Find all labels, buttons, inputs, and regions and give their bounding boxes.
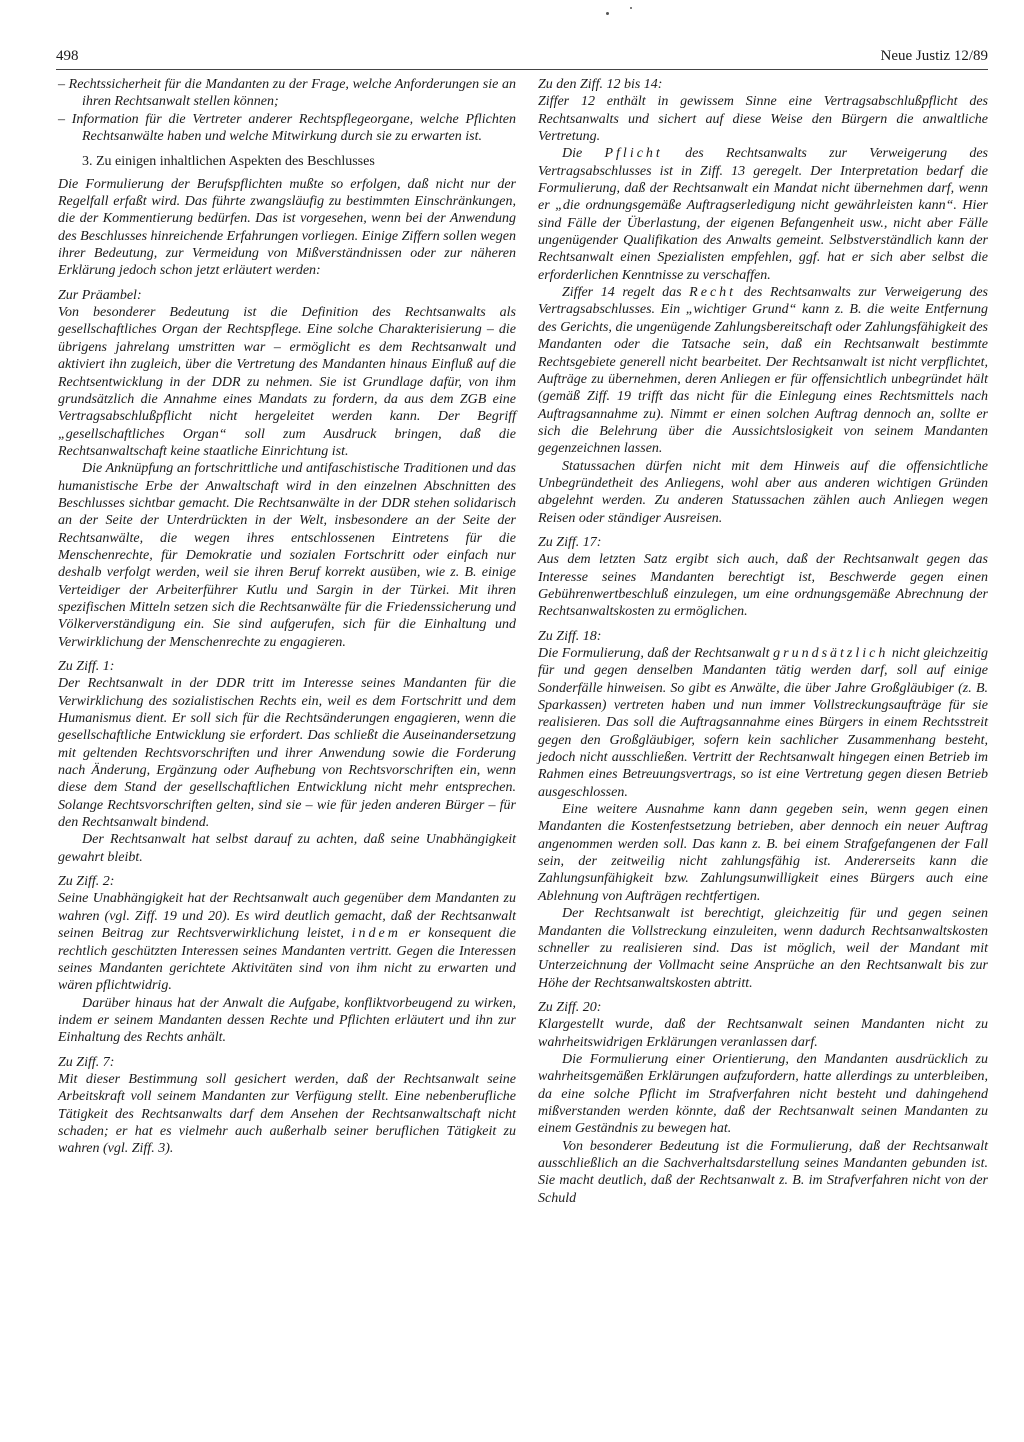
paragraph: Darüber hinaus hat der Anwalt die Aufgabe, konfliktvorbeugend zu wirken, indem er seinem Mandanten dessen Rechte und Pflichten erläutert und ihn zur Einhaltung des Rechts anhält. xyxy=(58,995,516,1046)
list-item: – Information für die Vertreter anderer Rechtspflegeorgane, welche Pflichten Rechtsanwälte haben und welche Mitwirkung durch sie zu erwarten ist. xyxy=(58,111,516,145)
subheading: Zur Präambel: xyxy=(58,287,142,303)
left-column xyxy=(58,76,516,1158)
header-rule xyxy=(56,69,988,70)
paragraph: Der Rechtsanwalt in der DDR tritt im Interesse seines Mandanten für die Verwirklichung des sozialistischen Rechts ein, weil es dem Fortschritt und dem Humanismus dient. Er soll sich für die Rechtsänderungen engagieren, wenn die gesellschaftliche Entwicklung sie erfordert. Das schließt die Auseinandersetzung mit geltenden Rechtsvorschriften und ihrer Anwendung sowie die Forderung nach Änderung, Ergänzung oder Aufhebung von Rechtsvorschriften ein, wenn diese dem Stand der gesellschaftlichen Entwicklung nicht mehr entsprechen. Solange Rechtsvorschriften gelten, sind sie – wie für jeden anderen Bürger – für den Rechtsanwalt bindend. xyxy=(58,676,516,831)
subheading: Zu Ziff. 17: xyxy=(538,534,602,550)
subheading: Zu Ziff. 7: xyxy=(58,1054,115,1070)
paragraph: Die Formulierung einer Orientierung, den Mandanten ausdrücklich zu wahrheitsgemäßen Erklärungen aufzufordern, hatte allerdings zu unterbleiben, da eine solche Pflicht im Strafverfahren nicht besteht und dahingehend mißverstanden werden könnte, daß der Rechtsanwalt seinen Mandanten zu einem Geständnis zu bewegen hat. xyxy=(538,1051,988,1137)
section-heading: 3. Zu einigen inhaltlichen Aspekten des Beschlusses xyxy=(82,154,375,170)
paragraph: Statussachen dürfen nicht mit dem Hinweis auf die offensichtliche Unbegründetheit des Anliegens, wohl aber aus anderen wichtigen Gründen abgelehnt werden. Zu anderen Statussachen zählen auch Anliegen wegen Reisen oder ständiger Ausreisen. xyxy=(538,458,988,526)
paragraph: Von besonderer Bedeutung ist die Formulierung, daß der Rechtsanwalt ausschließlich an die Sachverhaltsdarstellung seines Mandanten gebunden ist. Sie macht deutlich, daß der Rechtsanwalt z. B. im Strafverfahren nicht von der Schuld xyxy=(538,1138,988,1206)
paragraph: Mit dieser Bestimmung soll gesichert werden, daß der Rechtsanwalt seine Arbeitskraft voll seinem Mandanten zur Verfügung stellt. Eine nebenberufliche Tätigkeit des Rechtsanwalts darf dem Ansehen der Rechtsanwaltschaft nicht schaden; er hat es vielmehr auch außerhalb seiner beruflichen Tätigkeit zu wahren (vgl. Ziff. 3). xyxy=(58,1071,516,1157)
paragraph: Ziffer 14 regelt das Recht des Rechtsanwalts zur Verweigerung des Vertragsabschlusses. Ein „wichtiger Grund“ kann z. B. die weite Entfernung des Gerichts, die ungenügende Zahlungsbereitschaft oder Zahlungsfähigkeit des Mandanten oder die Tatsache sein, daß ein Rechtsanwalt bestimmte Rechtsgebiete generell nicht bearbeitet. Der Rechtsanwalt ist nicht verpflichtet, Aufträge zu übernehmen, deren Anliegen er für offensichtlich unbegründet hält (gemäß Ziff. 19 trifft das nicht für die Einlegung eines Rechtsmittels nach Auftragsannahme zu). Nimmt er einen solchen Auftrag dennoch an, sollte er sich die Belehrung über die Aussichtslosigkeit von seinem Mandanten gegenzeichnen lassen. xyxy=(538,285,988,457)
page-number: 498 xyxy=(56,48,79,64)
scan-speck xyxy=(630,7,632,9)
subheading: Zu Ziff. 1: xyxy=(58,659,115,674)
paragraph: Seine Unabhängigkeit hat der Rechtsanwalt auch gegenüber dem Mandanten zu wahren (vgl. Ziff. 19 und 20). Es wird deutlich gemacht, daß der Rechtsanwalt seinen Beitrag zur Rechtsverwirklichung leistet, indem er konsequent die rechtlich geschützten Interessen seines Mandanten vertritt. Gegen die Interessen seines Mandanten gerichtete Aktivitäten sind von ihm nicht zu erwarten und wären pflichtwidrig. xyxy=(58,891,516,994)
subheading: Zu Ziff. 2: xyxy=(58,874,115,890)
paragraph: Der Rechtsanwalt ist berechtigt, gleichzeitig für und gegen seinen Mandanten die Vollstreckung einzuleiten, wenn dadurch Rechtsanwaltskosten schneller zu realisieren sind. Das ist möglich, weil der Mandant mit Unterzeichnung der Vollmacht seine Ansprüche an den Rechtsanwalt bis zur Höhe der Rechtsanwaltskosten abtritt. xyxy=(538,906,988,991)
subheading: Zu Ziff. 20: xyxy=(538,999,602,1015)
scan-speck xyxy=(606,12,609,15)
subheading: Zu Ziff. 18: xyxy=(538,628,602,644)
right-column xyxy=(538,76,988,1207)
paragraph: Die Formulierung der Berufspflichten mußte so erfolgen, daß nicht nur der Regelfall erfaßt wird. Das führte zwangsläufig zu bestimmten Einschränkungen, die der Kommentierung bedürfen. Das ist vorgesehen, wenn bei der Anwendung des Beschlusses hinreichende Erfahrungen vorliegen. Einige Ziffern sollen wegen ihrer Bedeutung, zur Vermeidung von Mißverständnissen oder zur näheren Erklärung jedoch schon jetzt erläutert werden: xyxy=(58,176,516,279)
paragraph: Der Rechtsanwalt hat selbst darauf zu achten, daß seine Unabhängigkeit gewahrt bleibt. xyxy=(58,832,516,865)
subheading: Zu den Ziff. 12 bis 14: xyxy=(538,77,663,92)
paragraph: Die Anknüpfung an fortschrittliche und antifaschistische Traditionen und das humanistische Erbe der Anwaltschaft wird in den einzelnen Abschnitten des Beschlusses sichtbar gemacht. Die Rechtsanwälte in der DDR stehen solidarisch an der Seite der Unterdrückten in der Welt, insbesondere an der Seite der Rechtsanwälte, die wegen ihres entschlossenen Eintretens für die Menschenrechte, für Demokratie und sozialen Fortschritt oder einfach nur deshalb verfolgt werden, weil sie ihren Beruf korrekt ausüben, wie z. B. einige Verteidiger der Arbeiterführer Kutlu und Sargin in der Türkei. Mit ihren spezifischen Mitteln setzen sich die Rechtsanwälte für die Friedenssicherung und Völkerverständigung ein. Sie sind aufgerufen, sich für die Einhaltung und Verwirklichung der Menschenrechte zu engagieren. xyxy=(58,461,516,650)
paragraph: Ziffer 12 enthält in gewissem Sinne eine Vertragsabschlußpflicht des Rechtsanwalts und sichert auf diese Weise den Bürgern die anwaltliche Vertretung. xyxy=(538,94,988,145)
journal-issue: Neue Justiz 12/89 xyxy=(880,48,988,64)
paragraph: Die Pflicht des Rechtsanwalts zur Verweigerung des Vertragsabschlusses ist in Ziff. 13 geregelt. Der Interpretation bedarf die Formulierung, daß der Rechtsanwalt ein Mandat nicht übernehmen darf, wenn er „die ordnungsgemäße Auftragserledigung nicht gewährleisten kann“. Hier sind Fälle der Überlastung, der eigenen Befangenheit usw., nicht aber Fälle ungenügender Qualifikation des Anwalts gemeint. Selbstverständlich kann der Rechtsanwalt einen Spezialisten empfehlen, ggf. hat er sich aber selbst die erforderlichen Kenntnisse zu verschaffen. xyxy=(538,146,988,283)
paragraph: Eine weitere Ausnahme kann dann gegeben sein, wenn gegen einen Mandanten die Kostenfestsetzung betrieben, aber dennoch ein neuer Auftrag angenommen werden soll. Das kann z. B. bei einem Strafgefangenen der Fall sein, der zeitweilig nicht zahlungsfähig ist. Andererseits kann die Zahlungsunfähigkeit bzw. Zahlungsunwilligkeit eines Bürgers auch eine Ablehnung von Aufträgen rechtfertigen. xyxy=(538,802,988,904)
list-item: – Rechtssicherheit für die Mandanten zu der Frage, welche Anforderungen sie an ihren Rechtsanwalt stellen können; xyxy=(58,77,516,110)
paragraph: Aus dem letzten Satz ergibt sich auch, daß der Rechtsanwalt gegen das Interesse seines Mandanten berechtigt ist, Beschwerde gegen einen Gebührenwertbeschluß einzulegen, um eine ordnungsgemäße Abrechnung der Rechtsanwaltskosten zu ermöglichen. xyxy=(538,552,988,620)
paragraph: Von besonderer Bedeutung ist die Definition des Rechtsanwalts als gesellschaftliches Organ der Rechtspflege. Eine solche Charakterisierung – die übrigens jahrelang umstritten war – ermöglicht es dem Rechtsanwalt und aktiviert ihn zugleich, über die Vertretung des Mandanten hinaus Einfluß auf die Rechtsentwicklung in der DDR zu nehmen. Sie ist Grundlage dafür, von ihm grundsätzlich die Annahme eines Mandats zu fordern, da aus dem ZGB eine Vertragsabschlußpflicht nicht hergeleitet werden kann. Der Begriff „gesellschaftliches Organ“ soll zum Ausdruck bringen, daß die Rechtsanwaltschaft keine staatliche Einrichtung ist. xyxy=(58,305,516,459)
paragraph: Klargestellt wurde, daß der Rechtsanwalt seinen Mandanten nicht zu wahrheitswidrigen Erklärungen veranlassen darf. xyxy=(538,1017,988,1050)
paragraph: Die Formulierung, daß der Rechtsanwalt grundsätzlich nicht gleichzeitig für und gegen denselben Mandanten tätig werden darf, soll auf einige Sonderfälle hinweisen. So gibt es Anwälte, die über Jahre Großgläubiger (z. B. Sparkassen) vertreten haben und nun immer Vollstreckungsaufträge für sie realisieren. Das soll die Auftragsannahme eines Bürgers in einem Rechtsstreit gegen den Großgläubiger, sofern kein sachlicher Zusammenhang besteht, jedoch nicht ausschließen. Vertritt der Rechtsanwalt hingegen einen Betrieb im Rahmen eines Betreuungsvertrags, so ist eine Vertretung gegen diesen Betrieb ausgeschlossen. xyxy=(538,646,988,800)
